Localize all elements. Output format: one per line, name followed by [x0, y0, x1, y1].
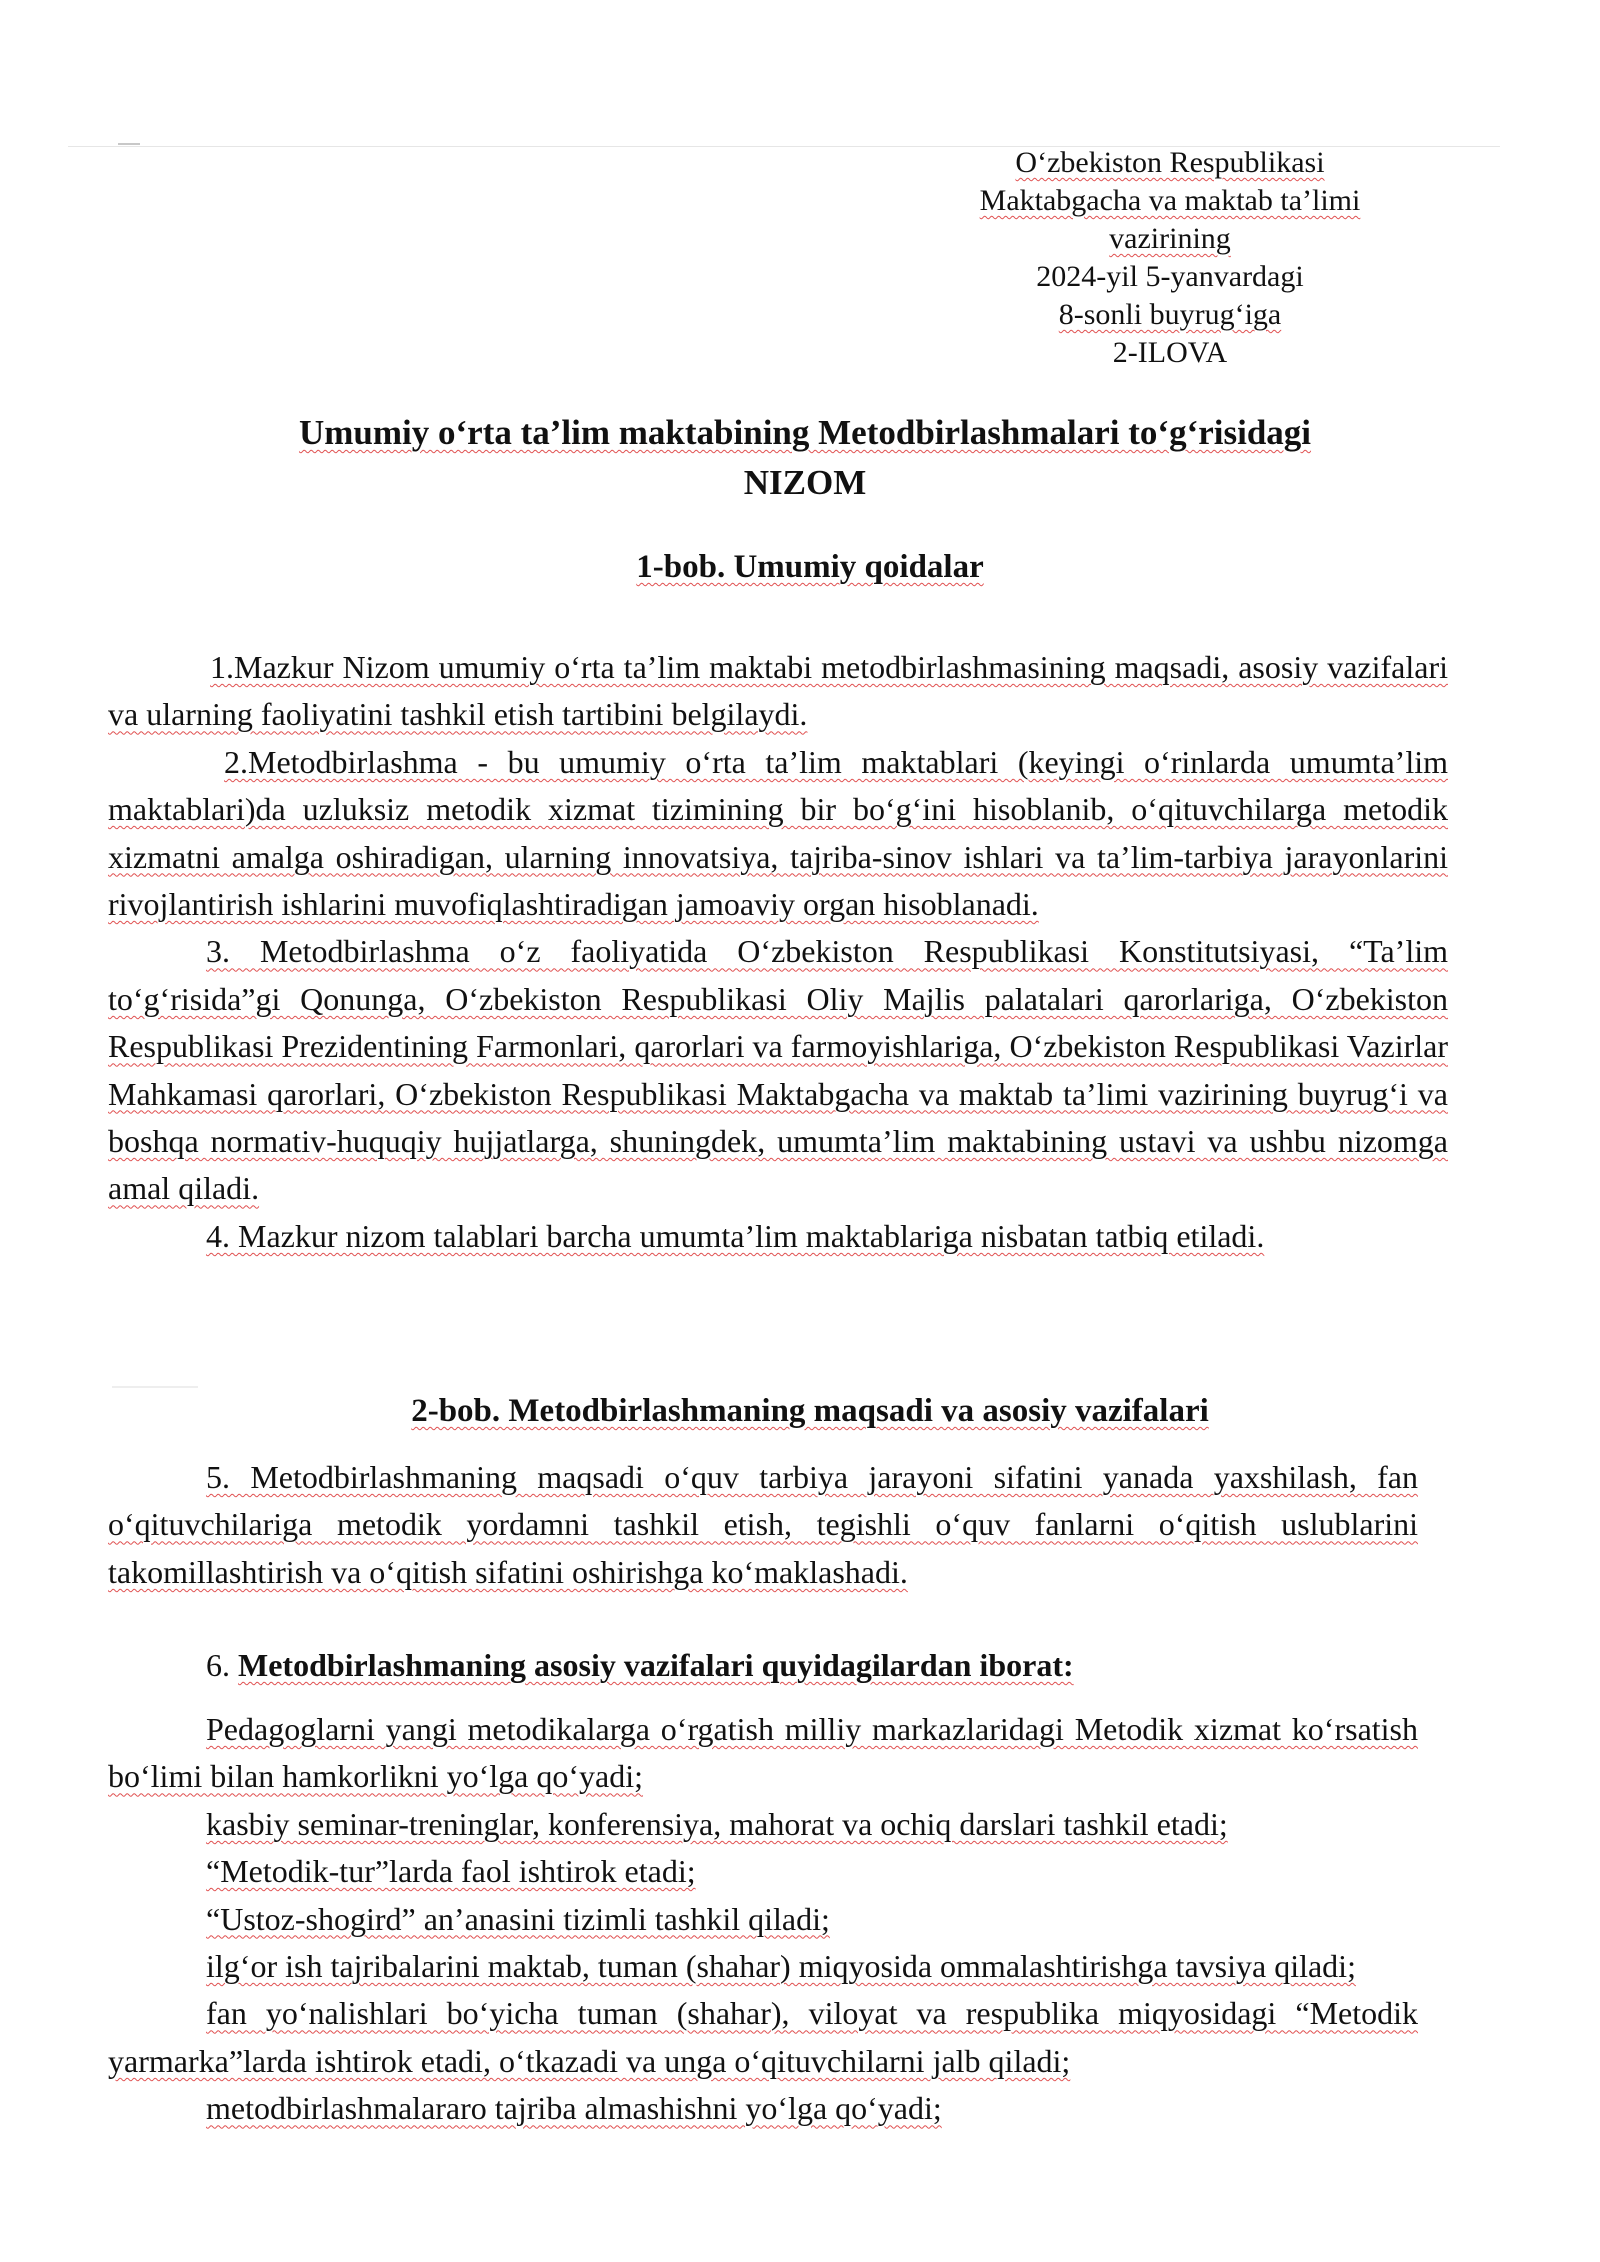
paragraph-1: 1.Mazkur Nizom umumiy o‘rta ta’lim maktabi metodbirlashmasining maqsadi, asosiy vazifalari va ularning faoliyatini tashkil etish tartibini belgilaydi. — [108, 649, 1448, 733]
paragraph-3: 3. Metodbirlashma o‘z faoliyatida O‘zbekiston Respublikasi Konstitutsiyasi, “Ta’lim to‘g‘risida”gi Qonunga, O‘zbekiston Respublikasi Oliy Majlis palatalari qarorlariga, O‘zbekiston Respublikasi Prezidentining Farmonlari, qarorlari va farmoyishlariga, O‘zbekiston Respublikasi Vazirlar Mahkamasi qarorlari, O‘zbekiston Respublikasi Maktabgacha va maktab ta’limi vazirining buyrug‘i va boshqa normativ-huquqiy hujjatlarga, shuningdek, umumta’lim maktabining ustavi va ushbu nizomga amal qiladi. — [108, 933, 1448, 1207]
paragraph-2: 2.Metodbirlashma - bu umumiy o‘rta ta’lim maktablari (keyingi o‘rinlarda umumta’lim maktablari)da uzluksiz metodik xizmat tizimining bir bo‘g‘ini hisoblanib, o‘qituvchilarga metodik xizmatni amalga oshiradigan, ularning innovatsiya, tajriba-sinov ishlari va ta’lim-tarbiya jarayonlarini rivojlantirish ishlarini muvofiqlashtiradigan jamoaviy organ hisoblanadi. — [108, 743, 1448, 923]
top-divider-mark — [118, 143, 140, 145]
header-line-1: O‘zbekiston Respublikasi — [1015, 146, 1325, 179]
task-3: “Metodik-tur”larda faol ishtirok etadi; — [206, 1853, 696, 1890]
item-6-heading: Metodbirlashmaning asosiy vazifalari quyidagilardan iborat: — [238, 1647, 1074, 1683]
task-1: Pedagoglarni yangi metodikalarga o‘rgatish milliy markazlaridagi Metodik xizmat ko‘rsatish bo‘limi bilan hamkorlikni yo‘lga qo‘yadi; — [108, 1711, 1418, 1795]
chapter-1-heading: 1-bob. Umumiy qoidalar — [636, 549, 984, 585]
title-line-1: Umumiy o‘rta ta’lim maktabining Metodbirlashmalari to‘g‘risidagi — [298, 413, 1312, 452]
task-2: kasbiy seminar-treninglar, konferensiya, mahorat va ochiq darslari tashkil etadi; — [206, 1805, 1228, 1842]
approval-header — [940, 144, 1400, 372]
item-6: 6. Metodbirlashmaning asosiy vazifalari quyidagilardan iborat: — [206, 1647, 1074, 1683]
chapter-2-body — [108, 1454, 1418, 1596]
paragraph-5: 5. Metodbirlashmaning maqsadi o‘quv tarbiya jarayoni sifatini yanada yaxshilash, fan o‘qituvchilariga metodik yordamni tashkil etish, tegishli o‘quv fanlarni o‘qitish uslublarini takomillashtirish va o‘qitish sifatini oshirishga ko‘maklashadi. — [108, 1459, 1418, 1590]
tasks-list — [108, 1706, 1418, 2133]
task-4: “Ustoz-shogird” an’anasini tizimli tashkil qiladi; — [206, 1900, 830, 1937]
document-title — [120, 408, 1490, 508]
header-line-6: 2-ILOVA — [1112, 336, 1228, 369]
task-5: ilg‘or ish tajribalarini maktab, tuman (shahar) miqyosida ommalashtirishga tavsiya qiladi; — [206, 1948, 1356, 1985]
header-line-2: Maktabgacha va maktab ta’limi — [979, 184, 1361, 217]
task-6: fan yo‘nalishlari bo‘yicha tuman (shahar), viloyat va respublika miqyosidagi “Metodik yarmarka”larda ishtirok etadi, o‘tkazadi va unga o‘qituvchilarni jalb qiladi; — [108, 1995, 1418, 2079]
header-line-5: 8-sonli buyrug‘iga — [1058, 298, 1282, 331]
paragraph-4: 4. Mazkur nizom talablari barcha umumta’lim maktablariga nisbatan tatbiq etiladi. — [206, 1217, 1265, 1254]
title-line-2: NIZOM — [743, 463, 867, 502]
task-7: metodbirlashmalararo tajriba almashishni yo‘lga qo‘yadi; — [206, 2090, 942, 2127]
header-line-3: vazirining — [1109, 222, 1231, 255]
header-line-4: 2024-yil 5-yanvardagi — [1036, 260, 1304, 293]
chapter-2-heading: 2-bob. Metodbirlashmaning maqsadi va asosiy vazifalari — [411, 1393, 1209, 1429]
chapter-1-body — [108, 644, 1448, 1260]
